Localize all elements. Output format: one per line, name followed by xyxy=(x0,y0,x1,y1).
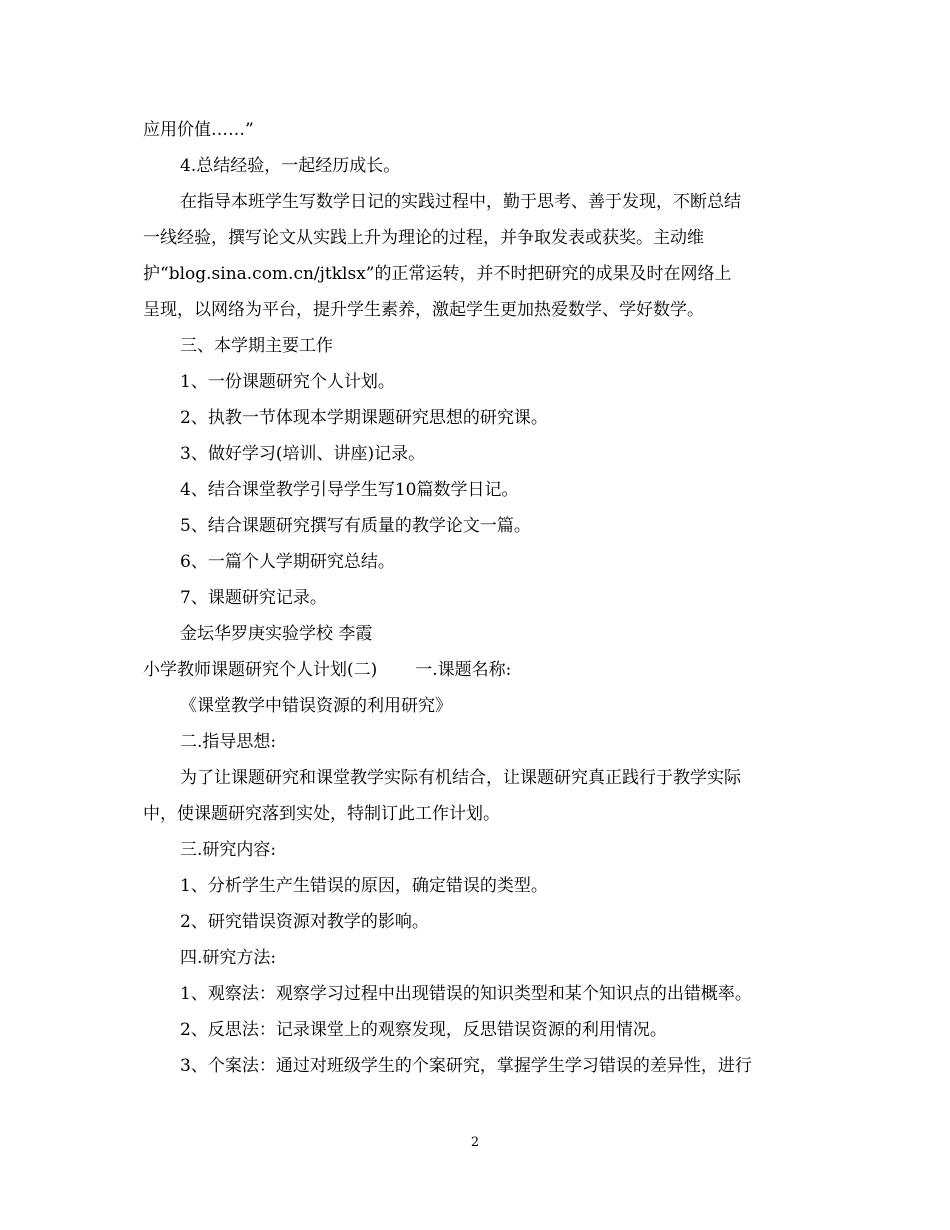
paragraph-line: 呈现，以网络为平台，提升学生素养，激起学生更加热爱数学、学好数学。 xyxy=(143,300,704,320)
paragraph-line: 为了让课题研究和课堂教学实际有机结合，让课题研究真正践行于教学实际 xyxy=(180,768,741,788)
list-item: 3、做好学习(培训、讲座)记录。 xyxy=(180,444,426,464)
section-heading: 一.课题名称: xyxy=(415,660,512,680)
text-line: 应用价值……” xyxy=(143,120,254,140)
section-heading: 三.研究内容: xyxy=(180,840,277,860)
paragraph-line: 中，使课题研究落到实处，特制订此工作计划。 xyxy=(143,804,500,824)
page-number: 2 xyxy=(470,1135,480,1150)
list-item: 2、研究错误资源对教学的影响。 xyxy=(180,912,429,932)
list-item: 1、观察法：观察学习过程中出现错误的知识类型和某个知识点的出错概率。 xyxy=(180,984,752,1004)
list-item: 1、分析学生产生错误的原因，确定错误的类型。 xyxy=(180,876,548,896)
list-item: 2、执教一节体现本学期课题研究思想的研究课。 xyxy=(180,408,548,428)
list-item: 6、一篇个人学期研究总结。 xyxy=(180,552,395,572)
list-item: 5、结合课题研究撰写有质量的教学论文一篇。 xyxy=(180,516,531,536)
section-heading: 三、本学期主要工作 xyxy=(180,336,333,356)
list-item: 3、个案法：通过对班级学生的个案研究，掌握学生学习错误的差异性，进行 xyxy=(180,1056,752,1076)
text-line: 4.总结经验，一起经历成长。 xyxy=(180,156,401,176)
document-title: 小学教师课题研究个人计划(二) xyxy=(143,660,378,680)
list-item: 1、一份课题研究个人计划。 xyxy=(180,372,395,392)
section-heading: 二.指导思想: xyxy=(180,732,277,752)
topic-title: 《课堂教学中错误资源的利用研究》 xyxy=(180,696,452,716)
list-item: 2、反思法：记录课堂上的观察发现，反思错误资源的利用情况。 xyxy=(180,1020,667,1040)
author-signature: 金坛华罗庚实验学校 李霞 xyxy=(180,624,373,644)
list-item: 7、课题研究记录。 xyxy=(180,588,327,608)
list-item: 4、结合课堂教学引导学生写10篇数学日记。 xyxy=(180,480,519,500)
document-title-line xyxy=(143,652,809,688)
document-body xyxy=(143,112,809,1084)
paragraph-line: 一线经验，撰写论文从实践上升为理论的过程，并争取发表或获奖。主动维 xyxy=(143,228,704,248)
paragraph-line: 在指导本班学生写数学日记的实践过程中，勤于思考、善于发现，不断总结 xyxy=(180,192,741,212)
section-heading: 四.研究方法: xyxy=(180,948,277,968)
paragraph-line: 护“blog.sina.com.cn/jtklsx”的正常运转，并不时把研究的成果及时在网络上 xyxy=(143,264,732,284)
